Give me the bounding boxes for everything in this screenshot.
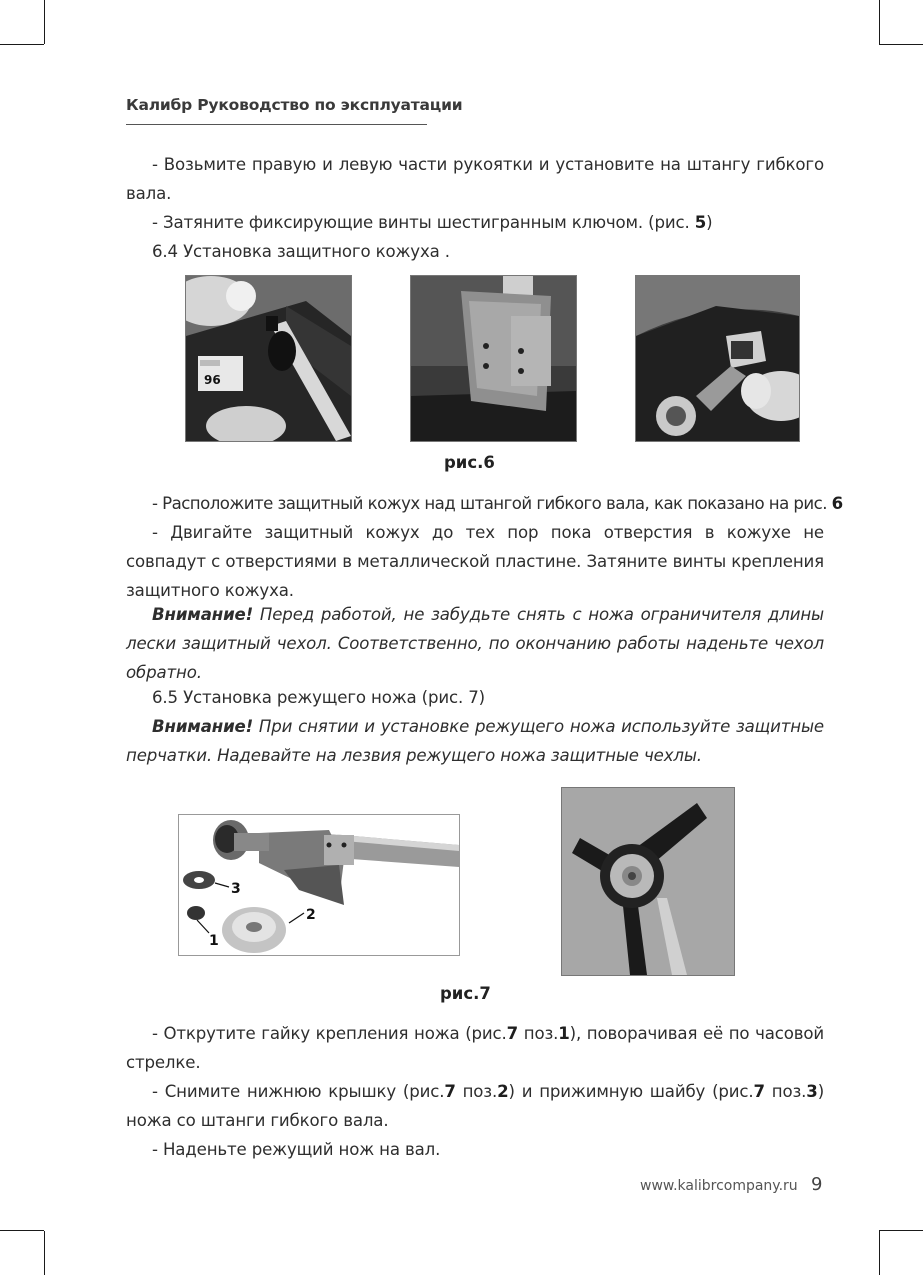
crop-mark (44, 0, 45, 44)
crop-mark (879, 1231, 880, 1275)
paragraph-remove-cover: - Снимите нижнюю крышку (рис.7 поз.2) и прижимную шайбу (рис.7 поз.3) ножа со штанги гибкого вала. (126, 1082, 825, 1130)
paragraph-unscrew-nut: - Открутите гайку крепления ножа (рис.7 поз.1), поворачивая её по часовой стрелке. (126, 1024, 825, 1072)
figure6-photo-middle (410, 275, 577, 442)
crop-mark (879, 1230, 923, 1231)
crop-mark (879, 44, 923, 45)
crop-mark (44, 1231, 45, 1275)
paragraph-put-blade: - Наденьте режущий нож на вал. (152, 1140, 441, 1159)
crop-mark (0, 1230, 44, 1231)
running-header: Калибр Руководство по эксплуатации (126, 96, 463, 114)
figure7-callout-2: 2 (306, 907, 316, 923)
crop-mark (0, 44, 44, 45)
paragraph-move-guard: - Двигайте защитный кожух до тех пор пока отверстия в кожухе не совпадут с отверстиями в металлической пластине. Затяните винты крепления защитного кожуха. (126, 523, 824, 600)
warning-remove-cover: Внимание! Перед работой, не забудьте снять с ножа ограничителя длины лески защитный чехол. Соответственно, по окончанию работы наденьте чехол обратно. (126, 605, 824, 682)
figure6-photo-left (185, 275, 352, 442)
warning-gloves: Внимание! При снятии и установке режущего ножа используйте защитные перчатки. Надевайте на лезвия режущего ножа защитные чехлы. (126, 717, 824, 765)
header-rule (126, 124, 427, 125)
figure6-caption: рис.6 (444, 453, 495, 472)
figure7-callout-3: 3 (231, 881, 241, 897)
paragraph-handle-install: - Возьмите правую и левую части рукоятки и установите на штангу гибкого вала. (126, 155, 824, 203)
figure6-label-96: 96 (204, 373, 221, 387)
figure7-diagram (178, 814, 460, 956)
paragraph-tighten-screws: - Затяните фиксирующие винты шестигранным ключом. (рис. 5) (152, 213, 713, 232)
footer-url: www.kalibrcompany.ru (640, 1178, 798, 1194)
paragraph-place-guard: - Расположите защитный кожух над штангой гибкого вала, как показано на рис. 6 (152, 494, 843, 513)
crop-mark (879, 0, 880, 44)
figure7-photo-blade (561, 787, 735, 976)
figure6-photo-right (635, 275, 800, 442)
section-heading-6-5: 6.5 Установка режущего ножа (рис. 7) (152, 688, 485, 707)
figure7-callout-1: 1 (209, 933, 219, 949)
page-number: 9 (811, 1174, 823, 1195)
section-heading-6-4: 6.4 Установка защитного кожуха . (152, 242, 450, 261)
figure7-caption: рис.7 (440, 984, 491, 1003)
